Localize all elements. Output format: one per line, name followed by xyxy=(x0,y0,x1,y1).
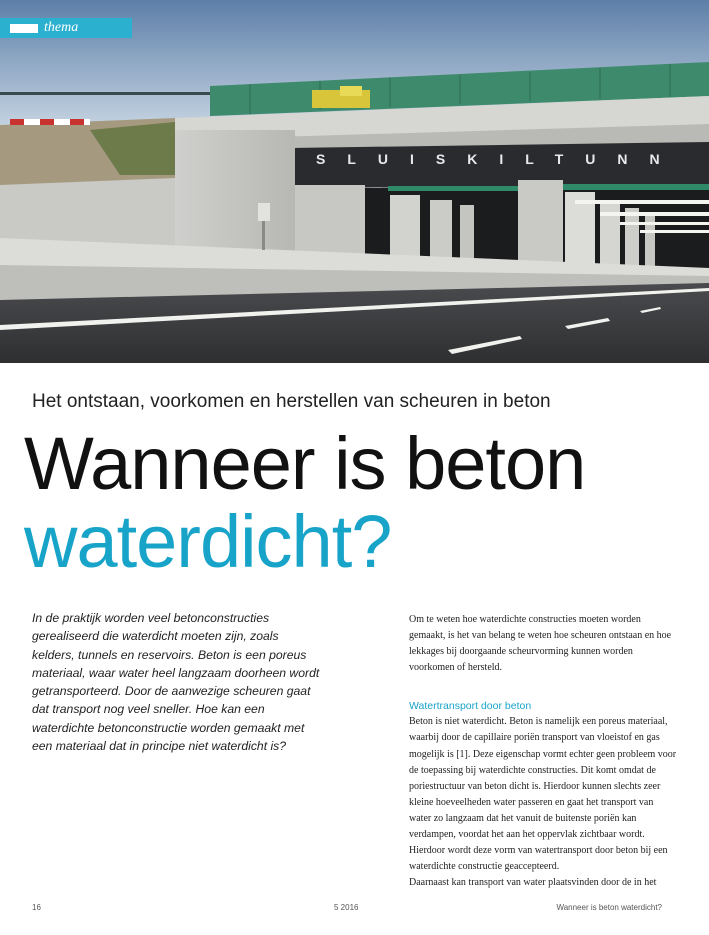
page-number: 16 xyxy=(32,903,41,912)
cement-logo-icon xyxy=(10,24,38,33)
issue-label: 5 2016 xyxy=(334,903,359,912)
hero-photo xyxy=(0,0,709,363)
body-paragraph-3: Daarnaast kan transport van water plaatsvinden door de in het xyxy=(409,877,657,889)
body-column xyxy=(409,612,677,891)
section-tag xyxy=(0,18,132,38)
body-paragraph-1: Om te weten hoe waterdichte constructies moeten worden gemaakt, is het van belang te weten hoe scheuren ontstaan en hoe lekkages bij doorgaande scheurvorming kunnen worden voorkomen of hersteld. xyxy=(409,614,672,674)
body-paragraph-2: Beton is niet waterdicht. Beton is namelijk een poreus materiaal, waarbij door de capillaire poriën transport van vloeistof en gas mogelijk is [1]. Deze eigenschap vormt echter geen probleem voor de toepassing bij waterdichte constructies. Dit komt omdat de poriestructuur van beton dicht is. Hierdoor kunnen slechts zeer kleine hoeveelheden water passeren en gaat het transport van water zo langzaam dat het vanuit de buitenste poriën kan verdampen, voordat het aan het oppervlak zichtbaar wordt. Hierdoor wordt deze vorm van watertransport door beton bij een waterdichte constructie geaccepteerd. xyxy=(409,716,677,873)
tunnel-illustration xyxy=(0,0,709,363)
article-intro: In de praktijk worden veel betonconstructies gerealiseerd die waterdicht moeten zijn, zoals kelders, tunnels en reservoirs. Beton is een poreus materiaal, waar water heel langzaam doorheen wordt getransporteerd. Door de aanwezige scheuren gaat dat transport nog veel sneller. Hoe kan een waterdichte betonconstructie worden gemaakt met een materiaal dat in principe niet waterdicht is? xyxy=(32,611,320,754)
running-title: Wanneer is beton waterdicht? xyxy=(556,903,662,912)
section-heading: Watertransport door beton xyxy=(409,700,532,713)
section-tag-label: thema xyxy=(44,20,79,35)
article-title-line2: waterdicht? xyxy=(24,500,392,583)
article-title-line1: Wanneer is beton xyxy=(24,422,586,505)
article-subtitle: Het ontstaan, voorkomen en herstellen van scheuren in beton xyxy=(32,391,551,412)
tunnel-sign-text: SLUISKILTUNN xyxy=(316,151,682,167)
